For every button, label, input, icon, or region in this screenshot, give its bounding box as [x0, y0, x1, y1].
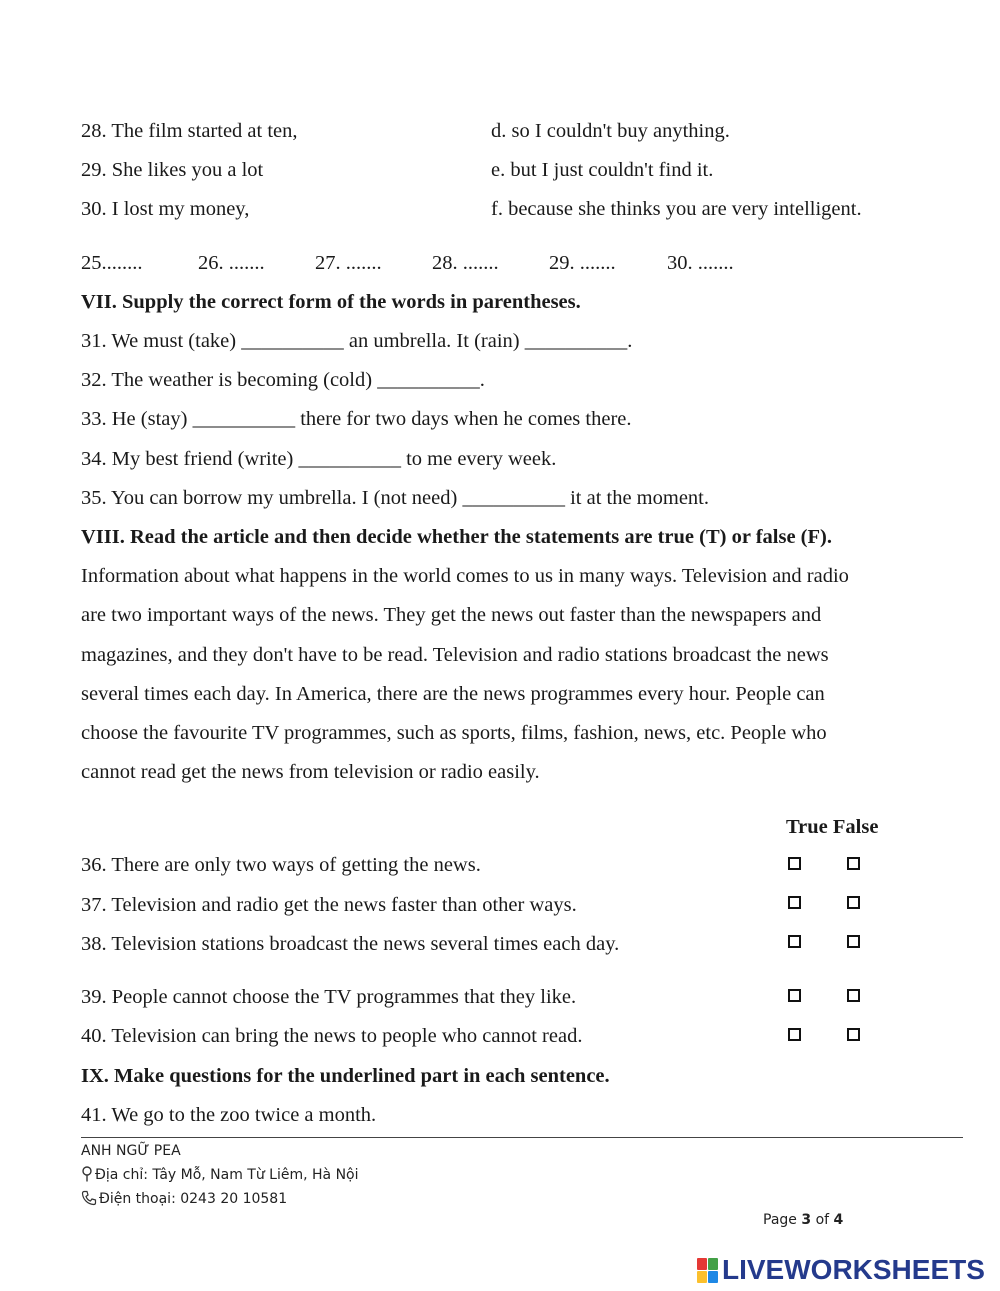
article-line: choose the favourite TV programmes, such as sports, films, fashion, news, etc. People who: [81, 722, 827, 745]
footer-divider: [81, 1137, 963, 1138]
article-line: several times each day. In America, there are the news programmes every hour. People can: [81, 682, 825, 705]
article-line: magazines, and they don't have to be read. Television and radio stations broadcast the news: [81, 643, 829, 666]
question-34[interactable]: 34. My best friend (write) __________ to me every week.: [81, 448, 557, 470]
page-prefix: Page: [763, 1212, 797, 1228]
match-right-f: f. because she thinks you are very intelligent.: [491, 198, 862, 220]
answer-slot-29[interactable]: 29. .......: [549, 252, 616, 274]
question-35[interactable]: 35. You can borrow my umbrella. I (not need) __________ it at the moment.: [81, 487, 709, 509]
section-7-heading: VII. Supply the correct form of the words in parentheses.: [81, 291, 581, 313]
question-31[interactable]: 31. We must (take) __________ an umbrella. It (rain) __________.: [81, 330, 633, 352]
false-checkbox-38[interactable]: [847, 935, 860, 948]
statement-38: 38. Television stations broadcast the news several times each day.: [81, 933, 620, 955]
statement-36: 36. There are only two ways of getting the news.: [81, 854, 481, 876]
true-checkbox-37[interactable]: [788, 896, 801, 909]
section-9-heading: IX. Make questions for the underlined part in each sentence.: [81, 1065, 610, 1087]
page-number: [763, 1212, 843, 1228]
match-left-29: 29. She likes you a lot: [81, 159, 264, 181]
answer-slot-25[interactable]: 25........: [81, 252, 143, 274]
false-checkbox-36[interactable]: [847, 857, 860, 870]
footer-address: [81, 1166, 359, 1184]
match-right-d: d. so I couldn't buy anything.: [491, 120, 730, 142]
true-false-header: True False: [786, 816, 879, 838]
footer-phone-text: Điện thoại: 0243 20 10581: [99, 1191, 288, 1207]
answer-slot-30[interactable]: 30. .......: [667, 252, 734, 274]
liveworksheets-logo: [697, 1256, 985, 1284]
article-line: cannot read get the news from television or radio easily.: [81, 761, 540, 784]
map-pin-icon: [81, 1166, 93, 1182]
match-left-30: 30. I lost my money,: [81, 198, 250, 220]
phone-icon: [81, 1190, 97, 1206]
section-8-heading: VIII. Read the article and then decide whether the statements are true (T) or false (F).: [81, 526, 832, 548]
answer-slot-28[interactable]: 28. .......: [432, 252, 499, 274]
article-line: are two important ways of the news. They get the news out faster than the newspapers and: [81, 604, 822, 627]
match-right-e: e. but I just couldn't find it.: [491, 159, 714, 181]
true-checkbox-36[interactable]: [788, 857, 801, 870]
article-line: Information about what happens in the world comes to us in many ways. Television and radio: [81, 565, 849, 587]
false-checkbox-40[interactable]: [847, 1028, 860, 1041]
true-checkbox-40[interactable]: [788, 1028, 801, 1041]
answer-slot-26[interactable]: 26. .......: [198, 252, 265, 274]
question-33[interactable]: 33. He (stay) __________ there for two days when he comes there.: [81, 408, 632, 430]
footer-address-text: Địa chỉ: Tây Mỗ, Nam Từ Liêm, Hà Nội: [95, 1167, 359, 1183]
answer-slot-27[interactable]: 27. .......: [315, 252, 382, 274]
false-checkbox-39[interactable]: [847, 989, 860, 1002]
true-checkbox-39[interactable]: [788, 989, 801, 1002]
true-checkbox-38[interactable]: [788, 935, 801, 948]
footer-phone: [81, 1190, 287, 1208]
logo-blocks-icon: [697, 1258, 718, 1283]
question-32[interactable]: 32. The weather is becoming (cold) __________.: [81, 369, 485, 391]
statement-37: 37. Television and radio get the news faster than other ways.: [81, 894, 577, 916]
match-left-28: 28. The film started at ten,: [81, 120, 298, 142]
statement-40: 40. Television can bring the news to people who cannot read.: [81, 1025, 583, 1047]
statement-39: 39. People cannot choose the TV programmes that they like.: [81, 986, 577, 1008]
question-41: 41. We go to the zoo twice a month.: [81, 1104, 377, 1126]
page-current: 3: [801, 1212, 812, 1228]
footer-org: ANH NGỮ PEA: [81, 1143, 181, 1159]
article-paragraph: [81, 557, 951, 793]
false-checkbox-37[interactable]: [847, 896, 860, 909]
page-total: 4: [833, 1212, 844, 1228]
page-of: of: [815, 1212, 830, 1228]
logo-text: LIVEWORKSHEETS: [722, 1254, 985, 1285]
